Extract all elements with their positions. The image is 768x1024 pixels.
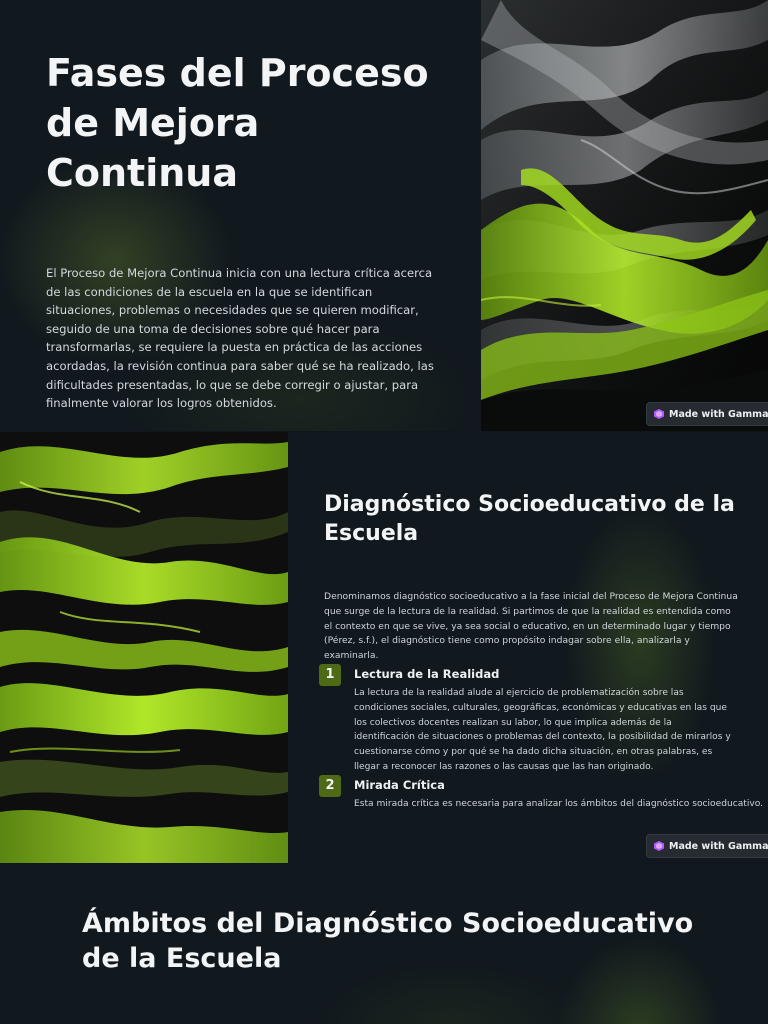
step-description: Esta mirada crítica es necesaria para analizar los ámbitos del diagnóstico socioeducativo. bbox=[354, 799, 764, 809]
gamma-logo-icon bbox=[654, 841, 664, 851]
slide-intro-text: Denominamos diagnóstico socioeducativo a la fase inicial del Proceso de Mejora Continua que surge de la lectura de la realidad. Si partimos de que la realidad es entendida como el contexto en que se vive, ya sea social o educativo, en un determinado lugar y tiempo (Pérez, s.f.), el diagnóstico tiene como propósito indagar sobre ella, analizarla y examinarla. bbox=[324, 591, 738, 662]
badge-label: Made with Gamma bbox=[669, 408, 768, 420]
slide-title: Ámbitos del Diagnóstico Socioeducativo de la Escuela bbox=[82, 908, 694, 974]
slide-diagnostico bbox=[0, 432, 768, 863]
abstract-silver-green-image bbox=[481, 0, 768, 431]
gamma-logo-icon bbox=[654, 409, 664, 419]
step-number-badge: 2 bbox=[319, 775, 341, 797]
slide-title: Diagnóstico Socioeducativo de la Escuela bbox=[324, 492, 735, 546]
made-with-gamma-badge[interactable] bbox=[646, 402, 768, 426]
step-number-badge: 1 bbox=[319, 664, 341, 686]
step-item-2 bbox=[319, 775, 764, 815]
slide-title: Fases del Proceso de Mejora Continua bbox=[46, 51, 429, 195]
step-item-1 bbox=[319, 664, 764, 779]
made-with-gamma-badge[interactable] bbox=[646, 834, 768, 858]
slide-ambitos bbox=[0, 864, 768, 1024]
step-label: Mirada Crítica bbox=[354, 778, 445, 792]
slide-fases bbox=[0, 0, 768, 431]
step-description: La lectura de la realidad alude al ejercicio de problematización sobre las condiciones sociales, culturales, geográficas, económicas y educativas en las que los colectivos docentes realizan su labor, lo que implica además de la identificación de situaciones o problemas del contexto, la posibilidad de mirarlos y cuestionarse cómo y por qué se ha dado dicha situación, en otras palabras, es llegar a reconocer las razones o las causas que las han originado. bbox=[354, 688, 731, 772]
abstract-green-flow-image bbox=[0, 432, 288, 863]
badge-label: Made with Gamma bbox=[669, 840, 768, 852]
step-label: Lectura de la Realidad bbox=[354, 667, 500, 681]
slide-body-text: El Proceso de Mejora Continua inicia con una lectura crítica acerca de las condiciones de la escuela en la que se identifican situaciones, problemas o necesidades que se quieren modificar, seguido de una toma de decisiones sobre qué hacer para transformarlas, se requiere la puesta en práctica de las acciones acordadas, la revisión continua para saber qué se ha realizado, las dificultades presentadas, lo que se debe corregir o ajustar, para finalmente valorar los logros obtenidos. bbox=[46, 266, 434, 411]
